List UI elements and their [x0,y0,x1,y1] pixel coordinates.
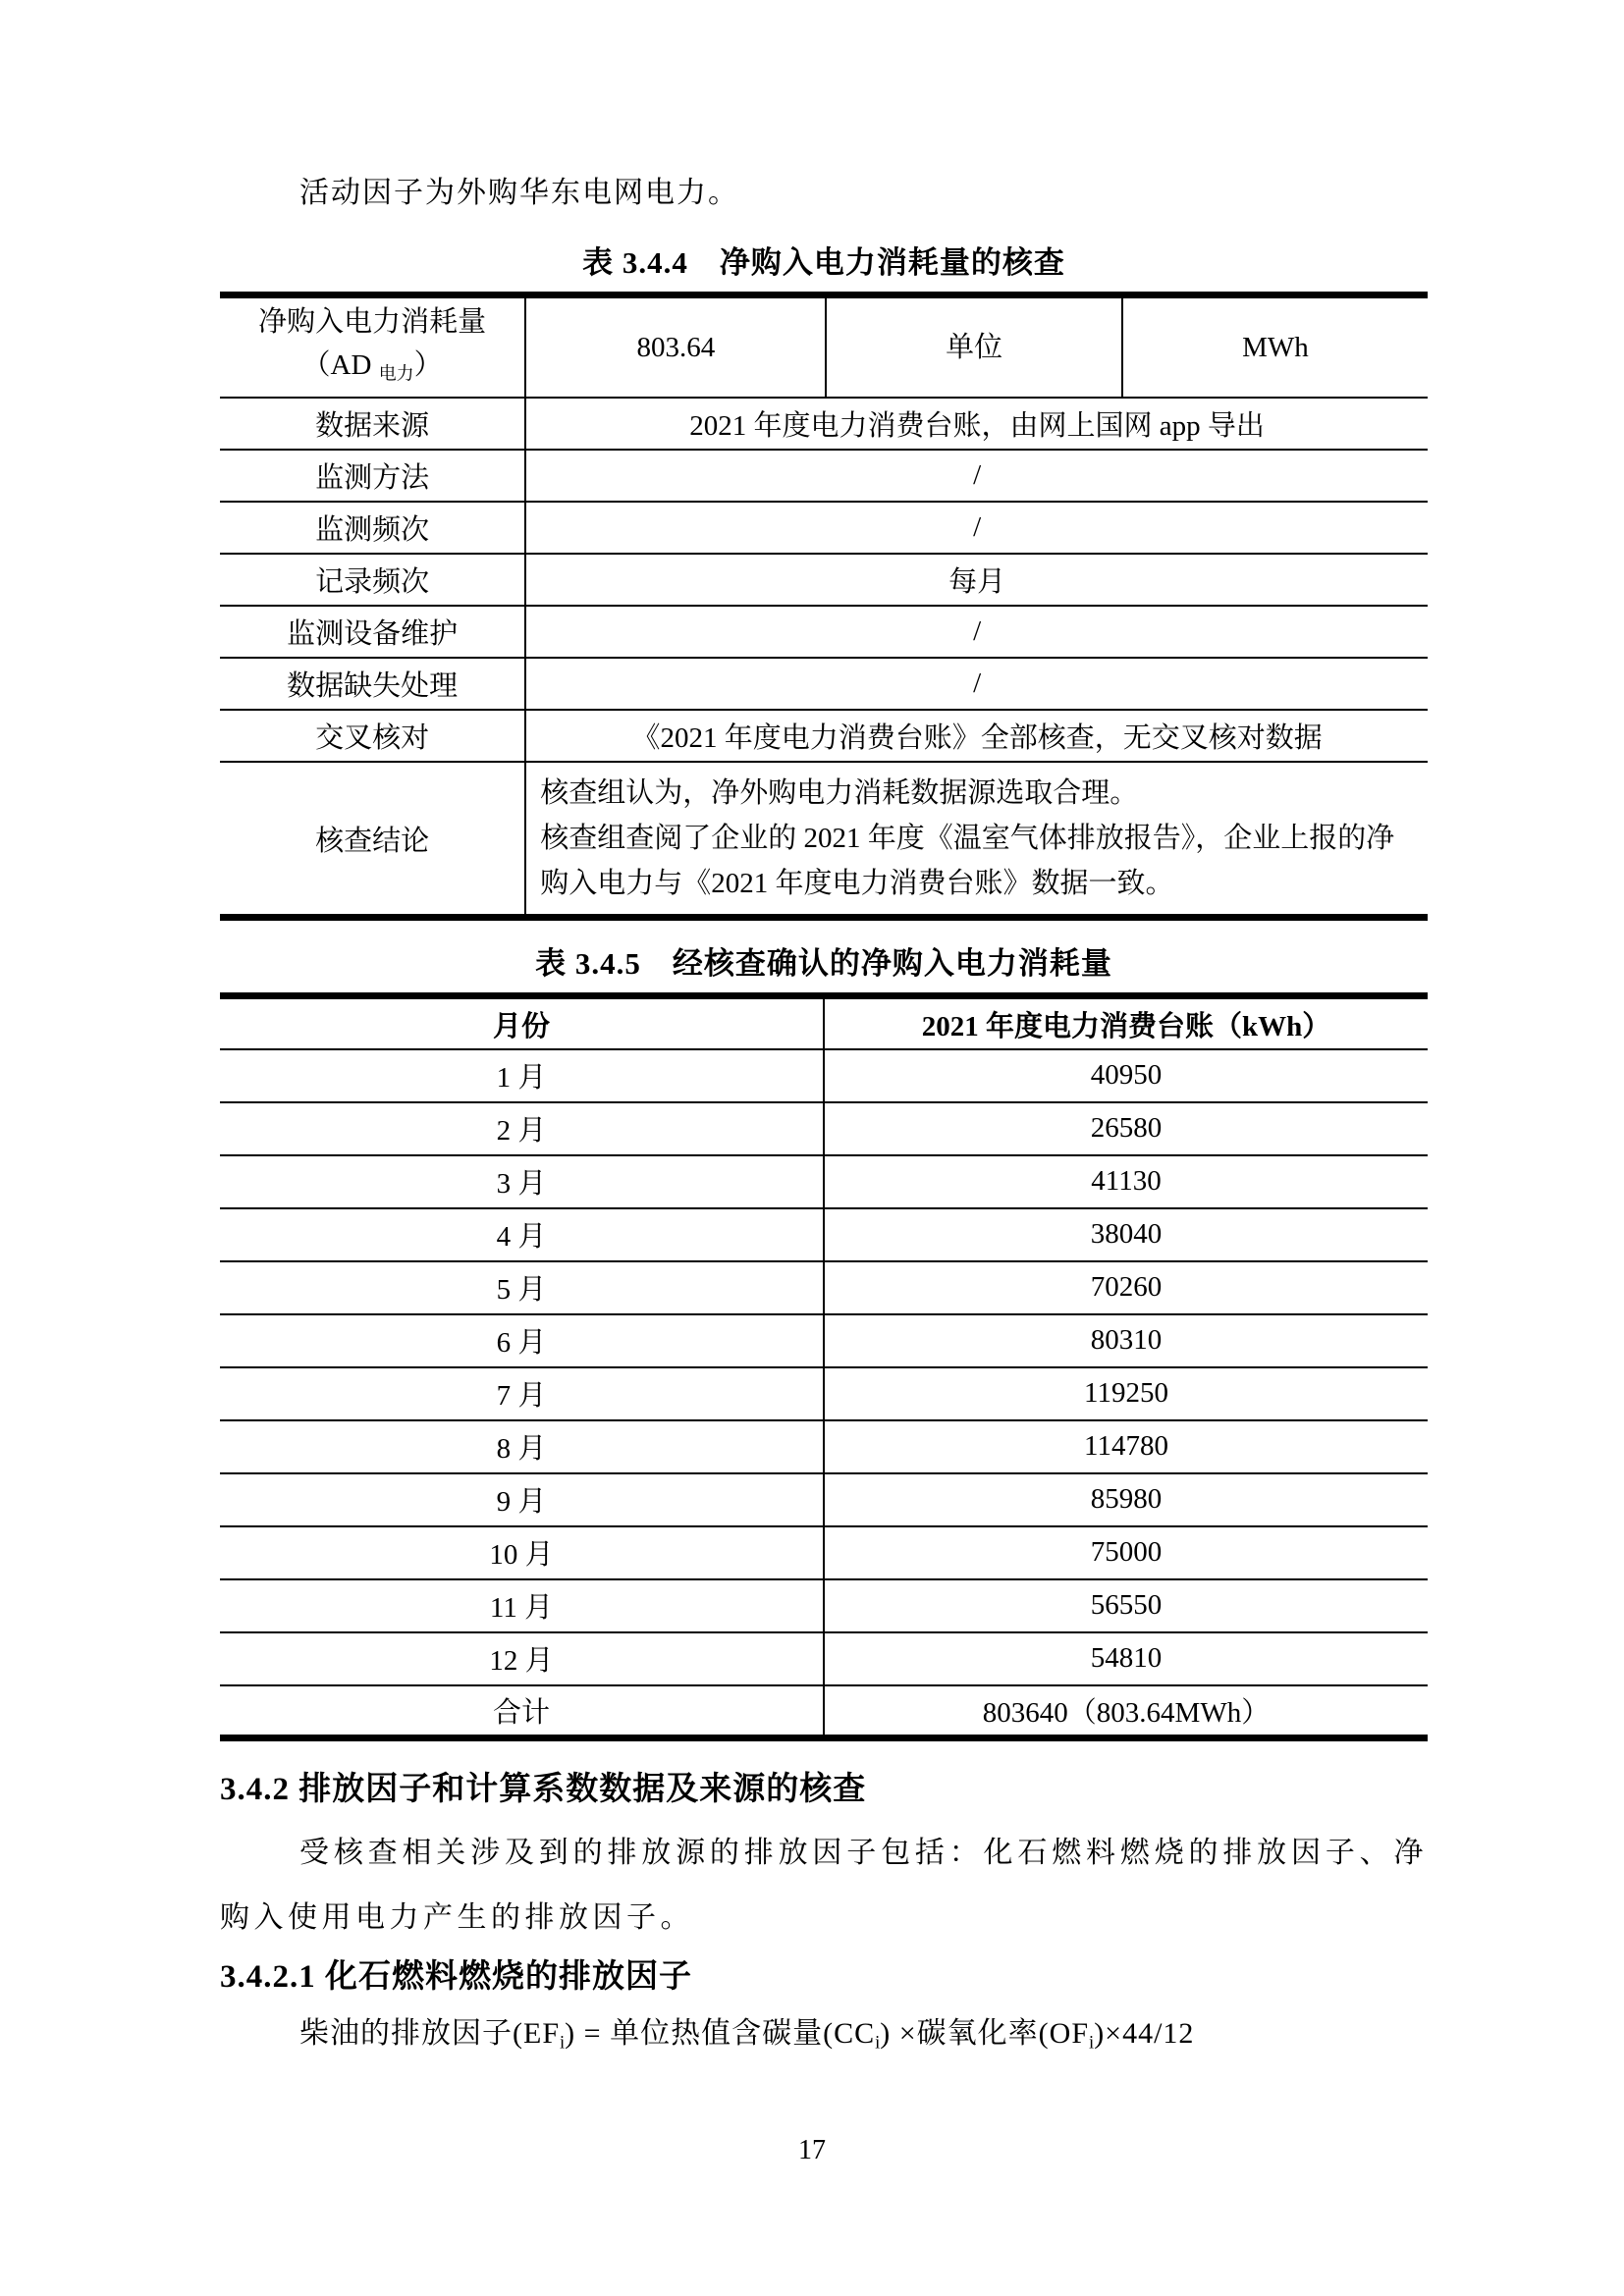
ad-subscript: 电力 [378,363,414,384]
row-value-cell: / [525,658,1428,710]
section-paragraph-342: 受核查相关涉及到的排放源的排放因子包括：化石燃料燃烧的排放因子、净购入使用电力产生的排放因子。 [220,1837,1428,1935]
section-heading-342: 3.4.2 排放因子和计算系数数据及来源的核查 [220,1772,867,1808]
table-row [220,658,1428,710]
row-label-cell: 核查结论 [220,762,525,918]
conclusion-paragraph-2: 核查组查阅了企业的 2021 年度《温室气体排放报告》，企业上报的净购入电力与《2021 年度电力消费台账》数据一致。 [540,823,1395,900]
page-number: 17 [798,2135,826,2165]
table-344 [220,292,1428,921]
total-value-cell: 803640（803.64MWh） [982,1697,1271,1730]
month-cell: 9 月 [220,1473,824,1526]
value-header-cell: 2021 年度电力消费台账（kWh） [824,996,1428,1049]
subscript-i: i [875,2032,881,2054]
kwh-cell: 38040 [824,1208,1428,1261]
kwh-cell: 114780 [824,1420,1428,1473]
row-value-cell: 每月 [525,554,1428,606]
intro-paragraph: 活动因子为外购华东电网电力。 [299,177,739,209]
table-row [220,1208,1428,1261]
row-value-cell: 《2021 年度电力消费台账》全部核查，无交叉核对数据 [525,710,1428,762]
kwh-cell: 119250 [824,1367,1428,1420]
table-row-conclusion [220,762,1428,918]
kwh-cell: 80310 [824,1314,1428,1367]
month-cell: 3 月 [220,1155,824,1208]
row-label-cell [220,295,525,399]
table-row [220,554,1428,606]
row-label-cell: 交叉核对 [220,710,525,762]
emission-factor-formula: 柴油的排放因子$(EF_i)$ = 单位热值含碳量$(CC_i)$ ×碳氧化率$(OF_i)\times 44/12$ [299,2017,1195,2054]
table-row [220,1261,1428,1314]
row-value-cell: / [525,606,1428,658]
subscript-i: i [560,2032,566,2054]
main-label-line1: 净购入电力消耗量 [258,306,487,338]
month-cell: 4 月 [220,1208,824,1261]
month-header-cell: 月份 [220,996,824,1049]
table-row [220,1367,1428,1420]
month-cell: 11 月 [220,1579,824,1632]
table-row [220,1632,1428,1685]
table-row [220,1526,1428,1579]
section-heading-3421: 3.4.2.1 化石燃料燃烧的排放因子 [220,1959,692,1996]
table-row [220,1420,1428,1473]
table-345 [220,992,1428,1741]
month-cell: 7 月 [220,1367,824,1420]
table-total-row [220,1685,1428,1738]
table-header-row [220,996,1428,1049]
page-content [220,0,1428,2065]
row-value-cell: 2021 年度电力消费台账，由网上国网 app 导出 [525,398,1428,450]
table-344-title: 表 3.4.4 净购入电力消耗量的核查 [582,245,1065,280]
kwh-cell: 75000 [824,1526,1428,1579]
kwh-cell: 40950 [824,1049,1428,1102]
month-cell: 12 月 [220,1632,824,1685]
conclusion-paragraph-1: 核查组认为，净外购电力消耗数据源选取合理。 [540,777,1139,810]
table-row [220,450,1428,502]
row-label-cell: 数据缺失处理 [220,658,525,710]
month-cell: 5 月 [220,1261,824,1314]
month-cell: 8 月 [220,1420,824,1473]
kwh-cell: 26580 [824,1102,1428,1155]
table-row [220,1473,1428,1526]
row-value-cell: / [525,450,1428,502]
unit-value-cell: MWh [1122,295,1428,399]
table-row [220,502,1428,554]
main-label-ad: （AD $_{电力}$） [301,349,443,384]
table-row [220,398,1428,450]
kwh-cell: 54810 [824,1632,1428,1685]
unit-label-cell: 单位 [826,295,1121,399]
row-label-cell: 数据来源 [220,398,525,450]
total-label-cell: 合计 [220,1685,824,1738]
row-label-cell: 记录频次 [220,554,525,606]
table-row [220,295,1428,399]
kwh-cell: 56550 [824,1579,1428,1632]
conclusion-value-cell [525,762,1428,918]
table-row [220,1049,1428,1102]
kwh-cell: 70260 [824,1261,1428,1314]
subscript-i: i [1089,2032,1095,2054]
month-cell: 10 月 [220,1526,824,1579]
table-345-title: 表 3.4.5 经核查确认的净购入电力消耗量 [535,946,1112,982]
row-label-cell: 监测频次 [220,502,525,554]
table-row [220,710,1428,762]
table-row [220,1314,1428,1367]
value-cell: 803.64 [525,295,826,399]
table-row [220,1155,1428,1208]
kwh-cell: 85980 [824,1473,1428,1526]
month-cell: 2 月 [220,1102,824,1155]
row-label-cell: 监测设备维护 [220,606,525,658]
table-row [220,1579,1428,1632]
table-row [220,1102,1428,1155]
table-row [220,606,1428,658]
row-label-cell: 监测方法 [220,450,525,502]
row-value-cell: / [525,502,1428,554]
kwh-cell: 41130 [824,1155,1428,1208]
month-cell: 6 月 [220,1314,824,1367]
month-cell: 1 月 [220,1049,824,1102]
